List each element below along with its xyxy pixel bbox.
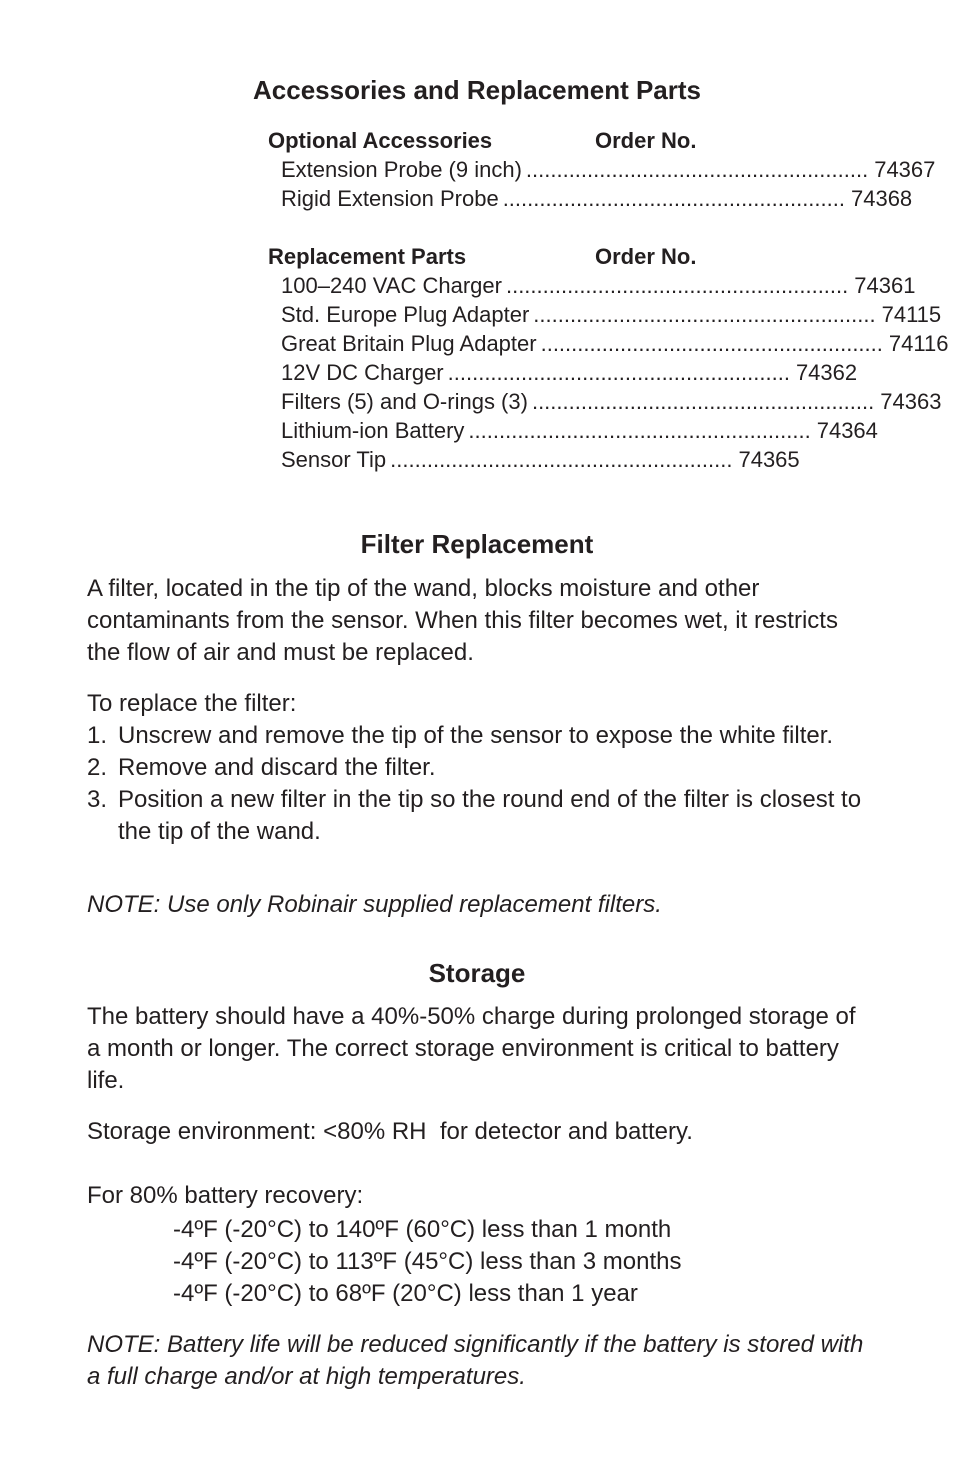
- dot-leader: ........................................................: [531, 389, 875, 414]
- battery-recovery-lead: For 80% battery recovery:: [87, 1182, 364, 1209]
- step-number: 1.: [87, 722, 108, 749]
- list-item: [268, 271, 916, 300]
- step-text: Position a new filter in the tip so the round end of the filter is closest to the tip of the wand.: [118, 786, 862, 845]
- optional-accessories-heading: Optional Accessories: [268, 128, 493, 153]
- part-number: 74367: [874, 157, 936, 182]
- dot-leader: ........................................................: [533, 302, 876, 327]
- filter-steps-list: [87, 720, 867, 848]
- storage-note: NOTE: Battery life will be reduced significantly if the battery is stored with a full charge and/or at high temperatures.: [87, 1331, 864, 1390]
- list-item: [268, 300, 942, 329]
- list-item: -4ºF (-20°C) to 140ºF (60°C) less than 1 month: [173, 1216, 672, 1243]
- list-item: [87, 784, 867, 848]
- filter-note: NOTE: Use only Robinair supplied replacement filters.: [87, 891, 662, 918]
- part-name: Filters (5) and O-rings (3): [281, 389, 528, 414]
- step-text: Unscrew and remove the tip of the sensor to expose the white filter.: [118, 722, 834, 749]
- replacement-parts-header: [268, 243, 708, 271]
- filter-replacement-title: Filter Replacement: [360, 529, 594, 559]
- list-item: -4ºF (-20°C) to 68ºF (20°C) less than 1 year: [173, 1280, 638, 1307]
- order-number-heading: Order No.: [595, 128, 697, 153]
- part-name: Sensor Tip: [281, 447, 387, 472]
- dot-leader: ........................................................: [540, 331, 883, 356]
- part-name: 100–240 VAC Charger: [281, 273, 502, 298]
- list-item: [268, 184, 913, 213]
- part-name: Extension Probe (9 inch): [281, 157, 522, 182]
- part-number: 74365: [738, 447, 800, 472]
- optional-accessories-header: [268, 127, 708, 155]
- storage-environment-text: Storage environment: <80% RH for detector and battery.: [87, 1118, 693, 1145]
- list-item: [268, 155, 936, 184]
- order-number-heading: Order No.: [595, 244, 697, 269]
- list-item: [268, 416, 878, 445]
- replacement-parts-list: [268, 243, 949, 474]
- part-number: 74368: [850, 186, 913, 211]
- part-name: Rigid Extension Probe: [281, 186, 499, 211]
- part-name: Lithium-ion Battery: [281, 418, 465, 443]
- part-number: 74116: [888, 331, 949, 356]
- list-item: [268, 445, 800, 474]
- step-number: 3.: [87, 786, 108, 813]
- dot-leader: ........................................................: [468, 418, 811, 443]
- storage-title: Storage: [428, 958, 526, 988]
- accessories-title: Accessories and Replacement Parts: [253, 75, 701, 105]
- part-number: 74364: [816, 418, 878, 443]
- dot-leader: ........................................................: [525, 157, 869, 182]
- list-item: [268, 387, 942, 416]
- temperature-ranges-list: [173, 1214, 681, 1310]
- storage-paragraph: The battery should have a 40%-50% charge during prolonged storage of a month or longer. The correct storage environment is critical to battery life.: [87, 1003, 856, 1094]
- list-item: -4ºF (-20°C) to 113ºF (45°C) less than 3 months: [173, 1248, 682, 1275]
- dot-leader: ........................................................: [447, 360, 790, 385]
- list-item: [87, 720, 867, 752]
- part-number: 74361: [854, 273, 916, 298]
- filter-intro-paragraph: A filter, located in the tip of the wand, blocks moisture and other contaminants from the sensor. When this filter becomes wet, it restricts the flow of air and must be replaced.: [87, 575, 838, 666]
- part-number: 74115: [881, 302, 942, 327]
- part-number: 74363: [880, 389, 942, 414]
- dot-leader: ........................................................: [502, 186, 845, 211]
- optional-accessories-list: [268, 127, 936, 213]
- part-number: 74362: [795, 360, 858, 385]
- list-item: [268, 358, 858, 387]
- list-item: [87, 752, 867, 784]
- step-text: Remove and discard the filter.: [118, 754, 436, 781]
- list-item: [268, 329, 949, 358]
- step-number: 2.: [87, 754, 108, 781]
- part-name: Great Britain Plug Adapter: [281, 331, 537, 356]
- filter-lead-text: To replace the filter:: [87, 690, 297, 717]
- replacement-parts-heading: Replacement Parts: [268, 244, 467, 269]
- dot-leader: ........................................................: [505, 273, 849, 298]
- part-name: 12V DC Charger: [281, 360, 444, 385]
- dot-leader: ........................................................: [390, 447, 733, 472]
- part-name: Std. Europe Plug Adapter: [281, 302, 530, 327]
